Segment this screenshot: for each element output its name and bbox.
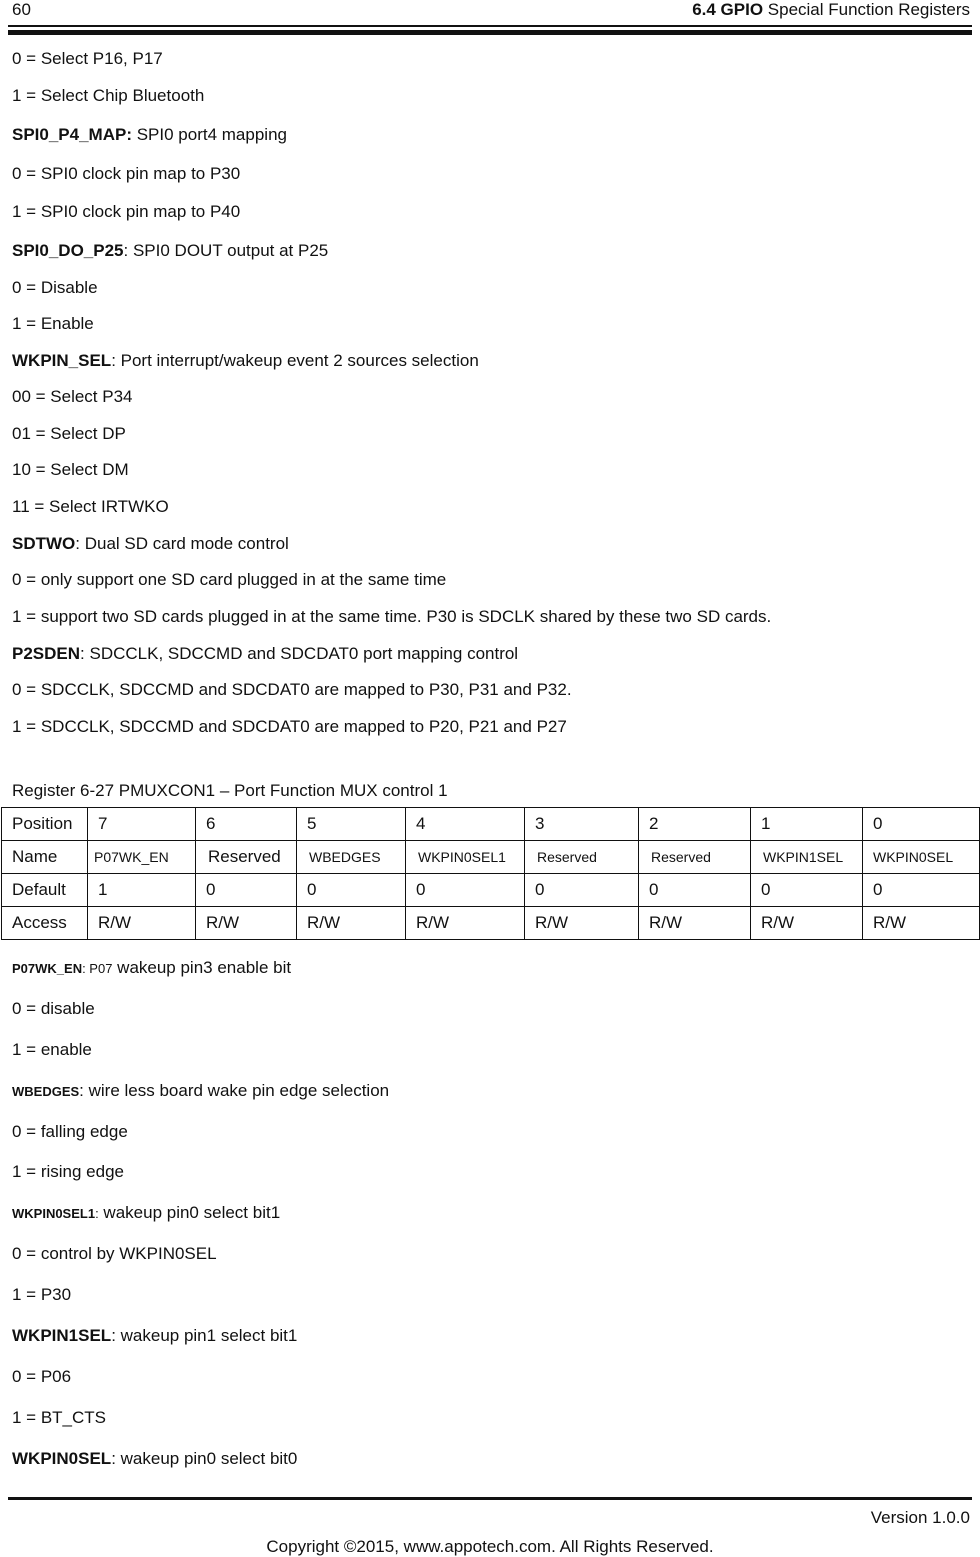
table-cell: 1 [751,808,863,841]
header-rule-thin [8,25,972,27]
register-caption: Register 6-27 PMUXCON1 – Port Function MUX control 1 [12,781,448,800]
table-cell: WKPIN0SEL1 [406,841,525,874]
table-cell: 2 [639,808,751,841]
field-heading: WBEDGES: wire less board wake pin edge selection [12,1081,390,1100]
desc-line: 1 = enable [12,1040,92,1059]
table-cell: 3 [525,808,639,841]
table-cell: R/W [863,907,980,940]
field-heading: P07WK_EN: P07 wakeup pin3 enable bit [12,958,292,977]
table-cell: WKPIN1SEL [751,841,863,874]
row-label: Position [2,808,88,841]
table-cell: 0 [196,874,297,907]
field-heading: WKPIN_SEL: Port interrupt/wakeup event 2 sources selection [12,351,479,370]
table-cell: 5 [297,808,406,841]
desc-line: 11 = Select IRTWKO [12,497,169,516]
table-cell: 6 [196,808,297,841]
table-cell: 4 [406,808,525,841]
table-cell: 0 [525,874,639,907]
copyright-notice: Copyright ©2015, www.appotech.com. All Rights Reserved. [266,1537,714,1556]
field-heading: SPI0_P4_MAP: SPI0 port4 mapping [12,125,287,144]
field-heading: SDTWO: Dual SD card mode control [12,534,289,553]
table-cell: 0 [639,874,751,907]
row-label: Name [2,841,88,874]
desc-line: 1 = Enable [12,314,94,333]
table-row-name [2,841,980,874]
field-heading: WKPIN0SEL: wakeup pin0 select bit0 [12,1449,298,1468]
table-cell: P07WK_EN [88,841,196,874]
table-cell: R/W [297,907,406,940]
table-cell: R/W [751,907,863,940]
desc-line: 0 = only support one SD card plugged in at the same time [12,570,447,589]
desc-line: 1 = BT_CTS [12,1408,107,1427]
footer-rule [8,1497,972,1500]
table-cell: WKPIN0SEL [863,841,980,874]
desc-line: 0 = Disable [12,278,98,297]
table-cell: 0 [406,874,525,907]
desc-line: 0 = SDCCLK, SDCCMD and SDCDAT0 are mapped to P30, P31 and P32. [12,680,572,699]
table-row-access [2,907,980,940]
table-cell: R/W [639,907,751,940]
field-heading: WKPIN0SEL1: wakeup pin0 select bit1 [12,1203,281,1222]
table-cell: Reserved [639,841,751,874]
desc-line: 1 = P30 [12,1285,72,1304]
page-number: 60 [12,0,31,19]
version-label: Version 1.0.0 [870,1508,970,1527]
desc-line: 1 = Select Chip Bluetooth [12,86,205,105]
desc-line: 0 = control by WKPIN0SEL [12,1244,217,1263]
desc-line: 1 = SPI0 clock pin map to P40 [12,202,241,221]
table-row-position [2,808,980,841]
field-heading: SPI0_DO_P25: SPI0 DOUT output at P25 [12,241,329,260]
desc-line: 1 = support two SD cards plugged in at the same time. P30 is SDCLK shared by these two SD cards. [12,607,772,626]
row-label: Access [2,907,88,940]
field-heading: P2SDEN: SDCCLK, SDCCMD and SDCDAT0 port mapping control [12,644,519,663]
section-title-bold: 6.4 GPIO [692,0,764,19]
table-cell: R/W [88,907,196,940]
desc-line: 0 = falling edge [12,1122,128,1141]
section-title [692,0,970,20]
table-cell: WBEDGES [297,841,406,874]
table-cell: R/W [525,907,639,940]
table-cell: Reserved [525,841,639,874]
header-rule-thick [8,30,972,35]
desc-line: 0 = P06 [12,1367,72,1386]
section-title-rest: Special Function Registers [763,0,970,19]
field-heading: WKPIN1SEL: wakeup pin1 select bit1 [12,1326,298,1345]
desc-line: 1 = rising edge [12,1162,124,1181]
table-cell: Reserved [196,841,297,874]
table-cell: 1 [88,874,196,907]
table-cell: R/W [196,907,297,940]
desc-line: 1 = SDCCLK, SDCCMD and SDCDAT0 are mapped to P20, P21 and P27 [12,717,567,736]
table-cell: 7 [88,808,196,841]
desc-line: 0 = SPI0 clock pin map to P30 [12,164,241,183]
table-row-default [2,874,980,907]
desc-line: 0 = disable [12,999,95,1018]
table-cell: 0 [863,808,980,841]
row-label: Default [2,874,88,907]
desc-line: 00 = Select P34 [12,387,133,406]
desc-line: 10 = Select DM [12,460,129,479]
register-table [1,807,980,940]
table-cell: R/W [406,907,525,940]
table-cell: 0 [863,874,980,907]
table-cell: 0 [751,874,863,907]
table-cell: 0 [297,874,406,907]
desc-line: 01 = Select DP [12,424,126,443]
desc-line: 0 = Select P16, P17 [12,49,163,68]
